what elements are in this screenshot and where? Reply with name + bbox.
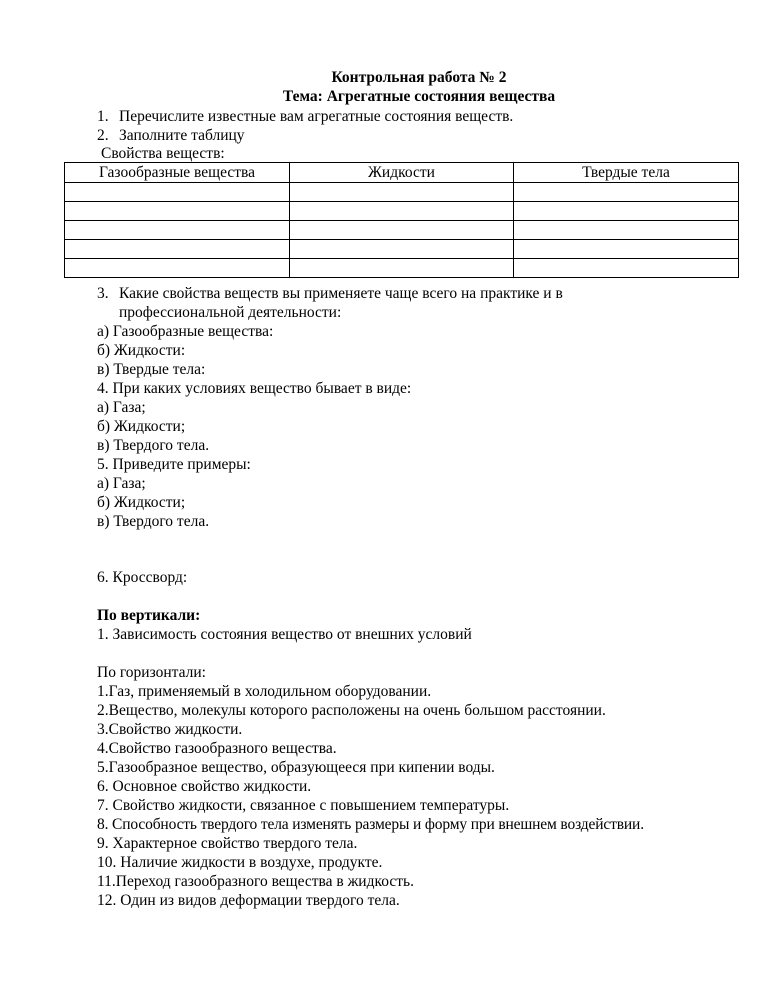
question-4: 4. При каких условиях вещество бывает в виде: (97, 380, 412, 397)
table-cell[interactable] (514, 183, 739, 202)
table-cell[interactable] (290, 202, 514, 221)
question-6: 6. Кроссворд: (97, 569, 188, 586)
table-cell[interactable] (290, 221, 514, 240)
question-2 (97, 126, 245, 145)
table-row (65, 221, 739, 240)
document-subtitle: Тема: Агрегатные состояния вещества (282, 88, 556, 105)
table-row (65, 240, 739, 259)
question-3 (97, 284, 563, 303)
list-item: 3.Свойство жидкости. (97, 721, 243, 738)
table-cell[interactable] (514, 240, 739, 259)
question-text: Заполните таблицу (119, 127, 245, 144)
question-1 (97, 107, 513, 126)
table-header-gases: Газообразные вещества (65, 163, 290, 183)
list-item: б) Жидкости; (97, 418, 186, 435)
list-item: в) Твердые тела: (97, 361, 206, 378)
table-cell[interactable] (65, 202, 290, 221)
question-text: Перечислите известные вам агрегатные состояния веществ. (119, 108, 514, 125)
table-header-solids: Твердые тела (514, 163, 739, 183)
table-row (65, 259, 739, 278)
table-header-row (65, 163, 739, 183)
list-item: б) Жидкости; (97, 494, 186, 511)
table-row (65, 183, 739, 202)
table-row (65, 202, 739, 221)
list-item: 9. Характерное свойство твердого тела. (97, 835, 358, 852)
vertical-heading: По вертикали: (97, 607, 201, 624)
question-number: 3. (97, 285, 109, 302)
question-number: 2. (97, 127, 109, 144)
list-item: а) Газа; (97, 475, 146, 492)
list-item: б) Жидкости: (97, 342, 186, 359)
table-cell[interactable] (514, 221, 739, 240)
table-cell[interactable] (65, 259, 290, 278)
list-item: 6. Основное свойство жидкости. (97, 778, 312, 795)
list-item: в) Твердого тела. (97, 437, 210, 454)
question-3-continuation: профессиональной деятельности: (119, 304, 342, 321)
list-item: а) Газообразные вещества: (97, 323, 274, 340)
table-cell[interactable] (65, 221, 290, 240)
table-cell[interactable] (514, 202, 739, 221)
list-item: 8. Способность твердого тела изменять размеры и форму при внешнем воздействии. (97, 816, 644, 833)
horizontal-heading: По горизонтали: (97, 664, 206, 681)
list-item: а) Газа; (97, 399, 146, 416)
list-item: 11.Переход газообразного вещества в жидкость. (97, 873, 414, 890)
list-item: 1.Газ, применяемый в холодильном оборудовании. (97, 683, 432, 700)
table-header-liquids: Жидкости (290, 163, 514, 183)
question-text: Какие свойства веществ вы применяете чаще всего на практике и в (119, 285, 563, 302)
question-5: 5. Приведите примеры: (97, 456, 251, 473)
properties-table (64, 162, 739, 278)
list-item: 4.Свойство газообразного вещества. (97, 740, 337, 757)
list-item: 5.Газообразное вещество, образующееся при кипении воды. (97, 759, 495, 776)
question-number: 1. (97, 108, 109, 125)
list-item: в) Твердого тела. (97, 513, 210, 530)
list-item: 10. Наличие жидкости в воздухе, продукте. (97, 854, 383, 871)
table-cell[interactable] (65, 183, 290, 202)
table-cell[interactable] (65, 240, 290, 259)
table-cell[interactable] (514, 259, 739, 278)
list-item: 2.Вещество, молекулы которого расположены на очень большом расстоянии. (97, 702, 606, 719)
table-cell[interactable] (290, 240, 514, 259)
list-item: 7. Свойство жидкости, связанное с повышением температуры. (97, 797, 510, 814)
table-cell[interactable] (290, 259, 514, 278)
list-item: 1. Зависимость состояния вещество от внешних условий (97, 626, 472, 643)
table-caption: Свойства веществ: (101, 145, 225, 162)
list-item: 12. Один из видов деформации твердого тела. (97, 892, 400, 909)
document-title: Контрольная работа № 2 (331, 69, 507, 86)
table-cell[interactable] (290, 183, 514, 202)
